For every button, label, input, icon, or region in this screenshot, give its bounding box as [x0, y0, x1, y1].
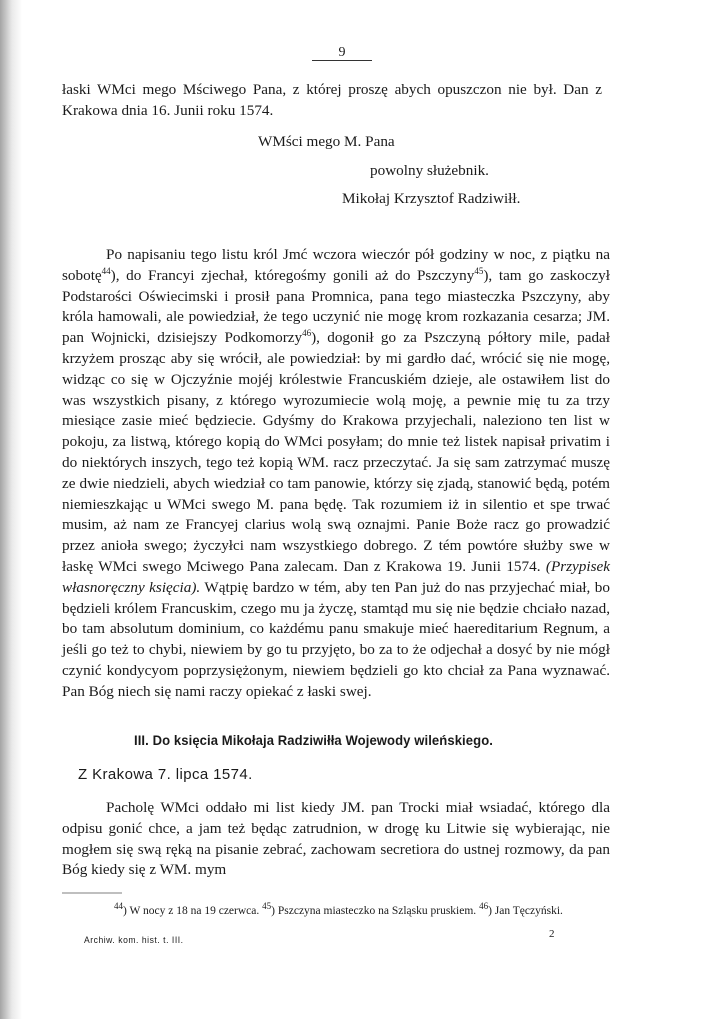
text-run: , tam go zaskoczył Podstarości Oświecimski i prosił pana Promnica, pana tego miasteczka Pszczyny, aby króla hamowali, ale powiedział, że tego uczynić nie mogę krom rozkazania cesarza; JM. pan Wojnicki, dzisiejszy Podkomorzy [62, 266, 610, 347]
footnote-text: W nocy z 18 na 19 czerwca. [126, 905, 263, 917]
footnote-text: Jan Tęczyński. [491, 905, 563, 917]
footnote-divider [62, 892, 122, 894]
letter-dateline: Z Krakowa 7. lipca 1574. [78, 766, 253, 783]
footnote-ref: 46 [302, 328, 312, 339]
footnotes: $^{44}$) W nocy z 18 na 19 czerwca. $^{45}$) Pszczyna miasteczko na Szląsku pruskiem. $^{46}$) Jan Tęczyński. [114, 901, 563, 917]
text-run: Po napisaniu tego listu król Jmć wczora wieczór pół godziny w noc, z piątku na sobotę [62, 246, 610, 284]
letter-body-paragraph: Pacholę WMci oddało mi list kiedy JM. pan Trocki miał wsiadać, którego dla odpisu gonić chce, a jam też będąc zatrudnion, w drogę ku Litwie się wybierając, nie mogłem się swą ręką na pisanie zebrać, zachowam secretiora do ustnej rozmowy, da pan Bóg kiedy się z WM. mym [62, 799, 610, 879]
printer-signature-mark: Archiw. kom. hist. t. III. [84, 935, 184, 946]
text-run: , dogonił go za Pszczyną półtory mile, padał krzyżem prosząc aby się wrócił, ale powiedział: by mi gardło dać, wrócić się nie mogę, widząc co się w Ojczyźnie mojéj królestwie Francuskiém dzieje, ale ostawiłem list do was wszystkich pisany, z którego wyrozumiecie wolą moję, a pewnie mię tu za trzy miesiące zasie mieć będziecie. Gdyśmy do Krakowa przyjechali, naleziono ten list w pokoju, za listwą, którego kopią do WMci posyłam; do mnie też listek napisał privatim i do niektórych inszych, tego też kopią WM. racz przeczytać. Ja się sam zatrzymać muszę ze dwie niedzieli, abych wiedział co tam panowie, którzy się zjadą, stanowić będą, potém niemieszkając u WMci swego M. pana będę. Tak rozumiem iż in silentio et spe trwać musim, aż nam ze Francyej clarius wolą swą oznajmi. Panie Boże racz go prowadzić przez anioła swego; życzyłci nam wszystkiego dobrego. Z tém powtóre służby swe w łaskę WMci swego Mciwego Pana zalecam. Dan z Krakowa 19. Junii 1574. [62, 329, 611, 575]
text-run: , do Francyi zjechał, któregośmy gonili aż do Pszczyny [115, 266, 475, 284]
letter-closing-paragraph: łaski WMci mego Mściwego Pana, z której proszę abych opuszczon nie był. Dan z Krakowa dnia 16. Junii roku 1574. [62, 81, 602, 119]
section-heading: III. Do księcia Mikołaja Radziwiłła Wojewody wileńskiego. [134, 733, 493, 749]
footnote-num: 44 [114, 901, 123, 912]
footnote-num: 46 [479, 901, 489, 912]
page-number: 9 [312, 46, 372, 61]
footnote-num: 45 [262, 901, 272, 912]
postscript-paragraph: Po napisaniu tego listu król Jmć wczora wieczór pół godziny w noc, z piątku na sobotę$^{44}$), do Francyi zjechał, któregośmy gonili aż do Pszczyny$^{45}$), tam go zaskoczył Podstarości Oświecimski i prosił pana Promnica, pana tego miasteczka Pszczyny, aby króla hamowali, ale powiedział, że tego uczynić nie mogę krom rozkazania cesarza; JM. pan Wojnicki, dzisiejszy Podkomorzy$^{46}$), dogonił go za Pszczyną półtory mile, padał krzyżem prosząc aby się wrócił, ale powiedział: by mi gardło dać, wrócić się nie mogę, widząc co się w Ojczyźnie mojéj królestwie Francuskiém dzieje, ale ostawiłem list do was wszystkich pisany, z którego wyrozumiecie wolą moję, a pewnie mię tu za trzy miesiące zasie mieć będziecie. Gdyśmy do Krakowa przyjechali, naleziono ten list w pokoju, za listwą, którego kopią do WMci posyłam; do mnie też listek napisał privatim i do niektórych inszych, tego też kopią WM. racz przeczytać. Ja się sam zatrzymać muszę ze dwie niedzieli, abych wiedział co tam panowie, którzy się zjadą, stanowić będą, potém niemieszkając u WMci swego M. pana będę. Tak rozumiem iż in silentio et spe trwać musim, aż nam ze Francyej clarius wolą swą oznajmi. Panie Boże racz go prowadzić przez anioła swego; życzyłci nam wszystkiego dobrego. Z tém powtóre służby swe w łaskę WMci swego Mciwego Pana zalecam. Dan z Krakowa 19. Junii 1574. (Przypisek własnoręczny księcia). Wątpię bardzo w tém, aby ten Pan już do nas przyjechać miał, bo będzieli królem Francuskim, czego mu ja życzę, stamtąd mu się nie będzie chciało nazad, bo tam absolutum dominium, co każdému panu smakuje mieć haereditarium Regnum, a jeśli go też to chybi, niewiem by go tu przyjęto, bo za to że odjechał a dosyć by nie mógł czynić kondycyom poprzysiężonym, niewiem będzieli go kto chciał za Pana wyznawać. Pan Bóg niech się nami raczy opiekać z łaski swej. [62, 246, 611, 700]
signature-name: Mikołaj Krzysztof Radziwiłł. [342, 190, 521, 207]
book-spine-shadow [0, 0, 22, 1019]
signature-salutation: WMści mego M. Pana [258, 133, 395, 150]
sheet-number: 2 [549, 928, 555, 940]
footnote-text: Pszczyna miasteczko na Szląsku pruskiem. [274, 905, 480, 917]
handwritten-note-text: Wątpię bardzo w tém, aby ten Pan już do nas przyjechać miał, bo będzieli królem Francuskim, czego mu ja życzę, stamtąd mu się nie będzie chciało nazad, bo tam absolutum dominium, co każdému panu smakuje mieć haereditarium Regnum, a jeśli go też to chybi, niewiem by go tu przyjęto, bo za to że odjechał a dosyć by nie mógł czynić kondycyom poprzysiężonym, niewiem będzieli go kto chciał za Pana wyznawać. Pan Bóg niech się nami raczy opiekać z łaski swej. [62, 578, 610, 700]
footnote-ref: 45 [474, 265, 484, 276]
handwritten-note-label: (Przypisek własnoręczny księcia). [62, 557, 611, 596]
signature-servant: powolny służebnik. [370, 162, 489, 179]
footnote-ref: 44 [101, 265, 111, 276]
